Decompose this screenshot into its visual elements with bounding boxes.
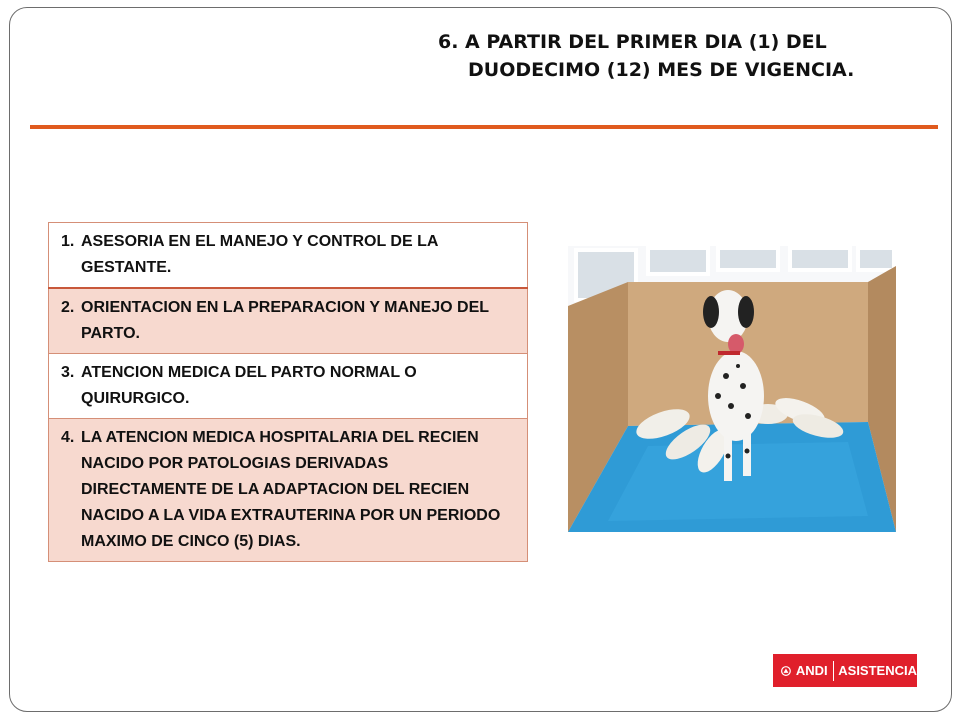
logo-andi-text: ANDI	[795, 663, 828, 678]
title-line-1: 6. A PARTIR DEL PRIMER DIA (1) DEL	[438, 31, 827, 53]
item-text: LA ATENCION MEDICA HOSPITALARIA DEL RECIEN NACIDO POR PATOLOGIAS DERIVADAS DIRECTAMENTE DE LA ADAPTACION DEL RECIEN NACIDO A LA VIDA EXTRAUTERINA POR UN PERIODO MAXIMO DE CINCO (5) DIAS.	[81, 429, 501, 550]
title-divider	[30, 125, 938, 129]
dalmatian-puppies-photo	[568, 246, 896, 532]
item-number: 4.	[61, 429, 75, 446]
table-row	[49, 223, 528, 289]
item-number: 2.	[61, 299, 75, 316]
andi-asistencia-logo	[773, 654, 917, 687]
andi-logo-icon	[781, 663, 791, 679]
logo-separator	[833, 661, 834, 681]
title-line-2: DUODECIMO (12) MES DE VIGENCIA.	[468, 59, 855, 81]
table-row	[49, 288, 528, 354]
item-text: ASESORIA EN EL MANEJO Y CONTROL DE LA GESTANTE.	[81, 233, 438, 276]
coverage-table	[48, 222, 528, 562]
item-text: ATENCION MEDICA DEL PARTO NORMAL O QUIRURGICO.	[81, 364, 417, 407]
item-text: ORIENTACION EN LA PREPARACION Y MANEJO DEL PARTO.	[81, 299, 489, 342]
logo-asistencia-text: ASISTENCIA	[838, 663, 917, 678]
table-row	[49, 354, 528, 419]
table-row	[49, 419, 528, 562]
item-number: 3.	[61, 364, 75, 381]
item-number: 1.	[61, 233, 75, 250]
slide-title	[438, 28, 854, 84]
